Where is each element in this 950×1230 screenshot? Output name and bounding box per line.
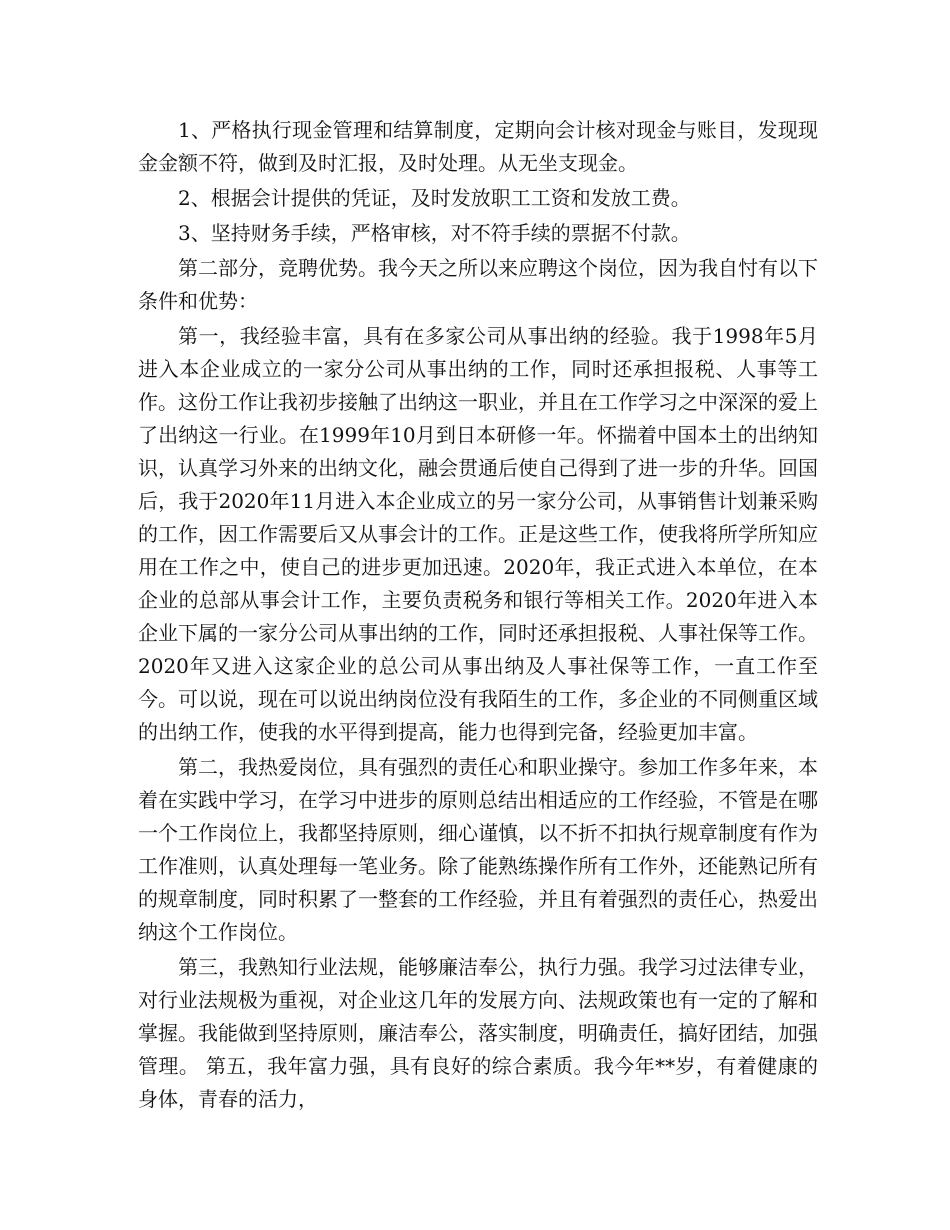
paragraph-duty-1: 1、严格执行现金管理和结算制度，定期向会计核对现金与账目，发现现金金额不符，做到及时汇报，及时处理。从无坐支现金。: [138, 118, 818, 175]
paragraph-part-two-intro: 第二部分，竞聘优势。我今天之所以来应聘这个岗位，因为我自忖有以下条件和优势：: [138, 256, 818, 313]
document-body: [138, 114, 818, 1116]
paragraph-advantage-1: 第一，我经验丰富，具有在多家公司从事出纳的经验。我于1998年5月进入本企业成立的一家分公司从事出纳的工作，同时还承担报税、人事等工作。这份工作让我初步接触了出纳这一职业，并且在工作学习之中深深的爱上了出纳这一行业。在1999年10月到日本研修一年。怀揣着中国本土的出纳知识，认真学习外来的出纳文化，融会贯通后使自己得到了进一步的升华。回国后，我于2020年11月进入本企业成立的另一家分公司，从事销售计划兼采购的工作，因工作需要后又从事会计的工作。正是这些工作，使我将所学所知应用在工作之中，使自己的进步更加迅速。2020年，我正式进入本单位，在本企业的总部从事会计工作，主要负责税务和银行等相关工作。2020年进入本企业下属的一家分公司从事出纳的工作，同时还承担报税、人事社保等工作。2020年又进入这家企业的总公司从事出纳及人事社保等工作，一直工作至今。可以说，现在可以说出纳岗位没有我陌生的工作，多企业的不同侧重区域的出纳工作，使我的水平得到提高，能力也得到完备，经验更加丰富。: [138, 324, 818, 744]
paragraph-advantage-2: 第二，我热爱岗位，具有强烈的责任心和职业操守。参加工作多年来，本着在实践中学习，在学习中进步的原则总结出相适应的工作经验，不管是在哪一个工作岗位上，我都坚持原则，细心谨慎，以不折不扣执行规章制度有作为工作准则，认真处理每一笔业务。除了能熟练操作所有工作外，还能熟记所有的规章制度，同时积累了一整套的工作经验，并且有着强烈的责任心，热爱出纳这个工作岗位。: [138, 755, 818, 944]
paragraph-duty-3: 3、坚持财务手续，严格审核，对不符手续的票据不付款。: [178, 221, 691, 245]
paragraph-advantage-3: 第三，我熟知行业法规，能够廉洁奉公，执行力强。我学习过法律专业，对行业法规极为重视，对企业这几年的发展方向、法规政策也有一定的了解和掌握。我能做到坚持原则，廉洁奉公，落实制度，明确责任，搞好团结，加强管理。 第五，我年富力强，具有良好的综合素质。我今年**岁，有着健康的身体，青春的活力，: [138, 955, 818, 1111]
paragraph-duty-2: 2、根据会计提供的凭证，及时发放职工工资和发放工费。: [178, 186, 691, 210]
